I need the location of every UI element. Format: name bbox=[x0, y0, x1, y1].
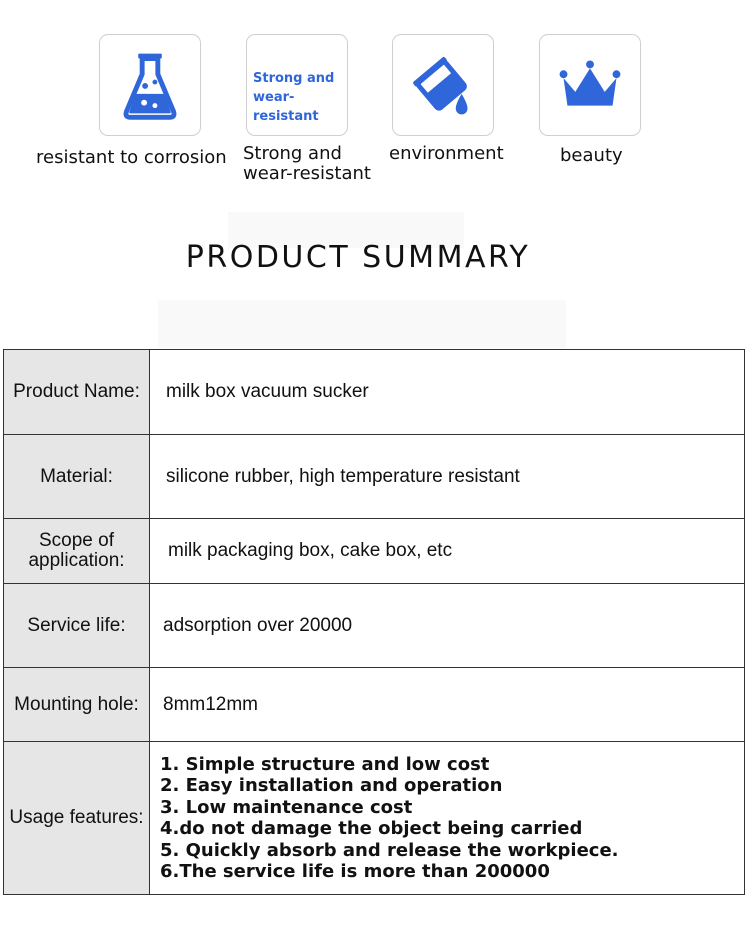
list-item: 6.The service life is more than 200000 bbox=[160, 861, 550, 882]
feature-caption: beauty bbox=[560, 145, 623, 166]
feature-caption: Strong and wear-resistant bbox=[243, 143, 371, 184]
feature-tile-corrosion bbox=[99, 34, 201, 136]
spec-label: Product Name: bbox=[4, 350, 150, 435]
feature-tile-beauty bbox=[539, 34, 641, 136]
feature-caption: resistant to corrosion bbox=[36, 147, 227, 168]
spec-label: Mounting hole: bbox=[4, 668, 150, 742]
table-row bbox=[4, 668, 745, 742]
spec-label: Service life: bbox=[4, 584, 150, 668]
page-title: PRODUCT SUMMARY bbox=[185, 240, 531, 275]
spec-value: 8mm12mm bbox=[150, 668, 745, 742]
feature-tile-wear bbox=[246, 34, 348, 136]
list-item: 2. Easy installation and operation bbox=[160, 775, 503, 796]
list-item: 3. Low maintenance cost bbox=[160, 796, 413, 818]
flask-icon bbox=[100, 35, 200, 135]
spec-label: Material: bbox=[4, 435, 150, 519]
title-underlay bbox=[158, 300, 566, 348]
table-row bbox=[4, 435, 745, 519]
list-item: 1. Simple structure and low cost bbox=[160, 753, 490, 775]
spec-value: silicone rubber, high temperature resistant bbox=[150, 435, 745, 519]
table-row bbox=[4, 350, 745, 435]
list-item: 4.do not damage the object being carried bbox=[160, 818, 583, 839]
paint-bucket-icon bbox=[393, 35, 493, 135]
feature-tile-environment bbox=[392, 34, 494, 136]
usage-features-list bbox=[150, 742, 745, 895]
table-row bbox=[4, 584, 745, 668]
list-item: 5. Quickly absorb and release the workpiece. bbox=[160, 839, 619, 861]
crown-icon bbox=[540, 35, 640, 135]
table-row bbox=[4, 742, 745, 895]
spec-value: milk packaging box, cake box, etc bbox=[150, 519, 745, 584]
spec-label: Usage features: bbox=[4, 742, 150, 895]
feature-caption: environment bbox=[389, 143, 504, 164]
table-row bbox=[4, 519, 745, 584]
spec-value: milk box vacuum sucker bbox=[150, 350, 745, 435]
spec-value: adsorption over 20000 bbox=[150, 584, 745, 668]
tile-text: Strong and wear-resistant bbox=[253, 71, 335, 124]
spec-table bbox=[3, 349, 745, 895]
spec-label: Scope of application: bbox=[4, 519, 150, 584]
